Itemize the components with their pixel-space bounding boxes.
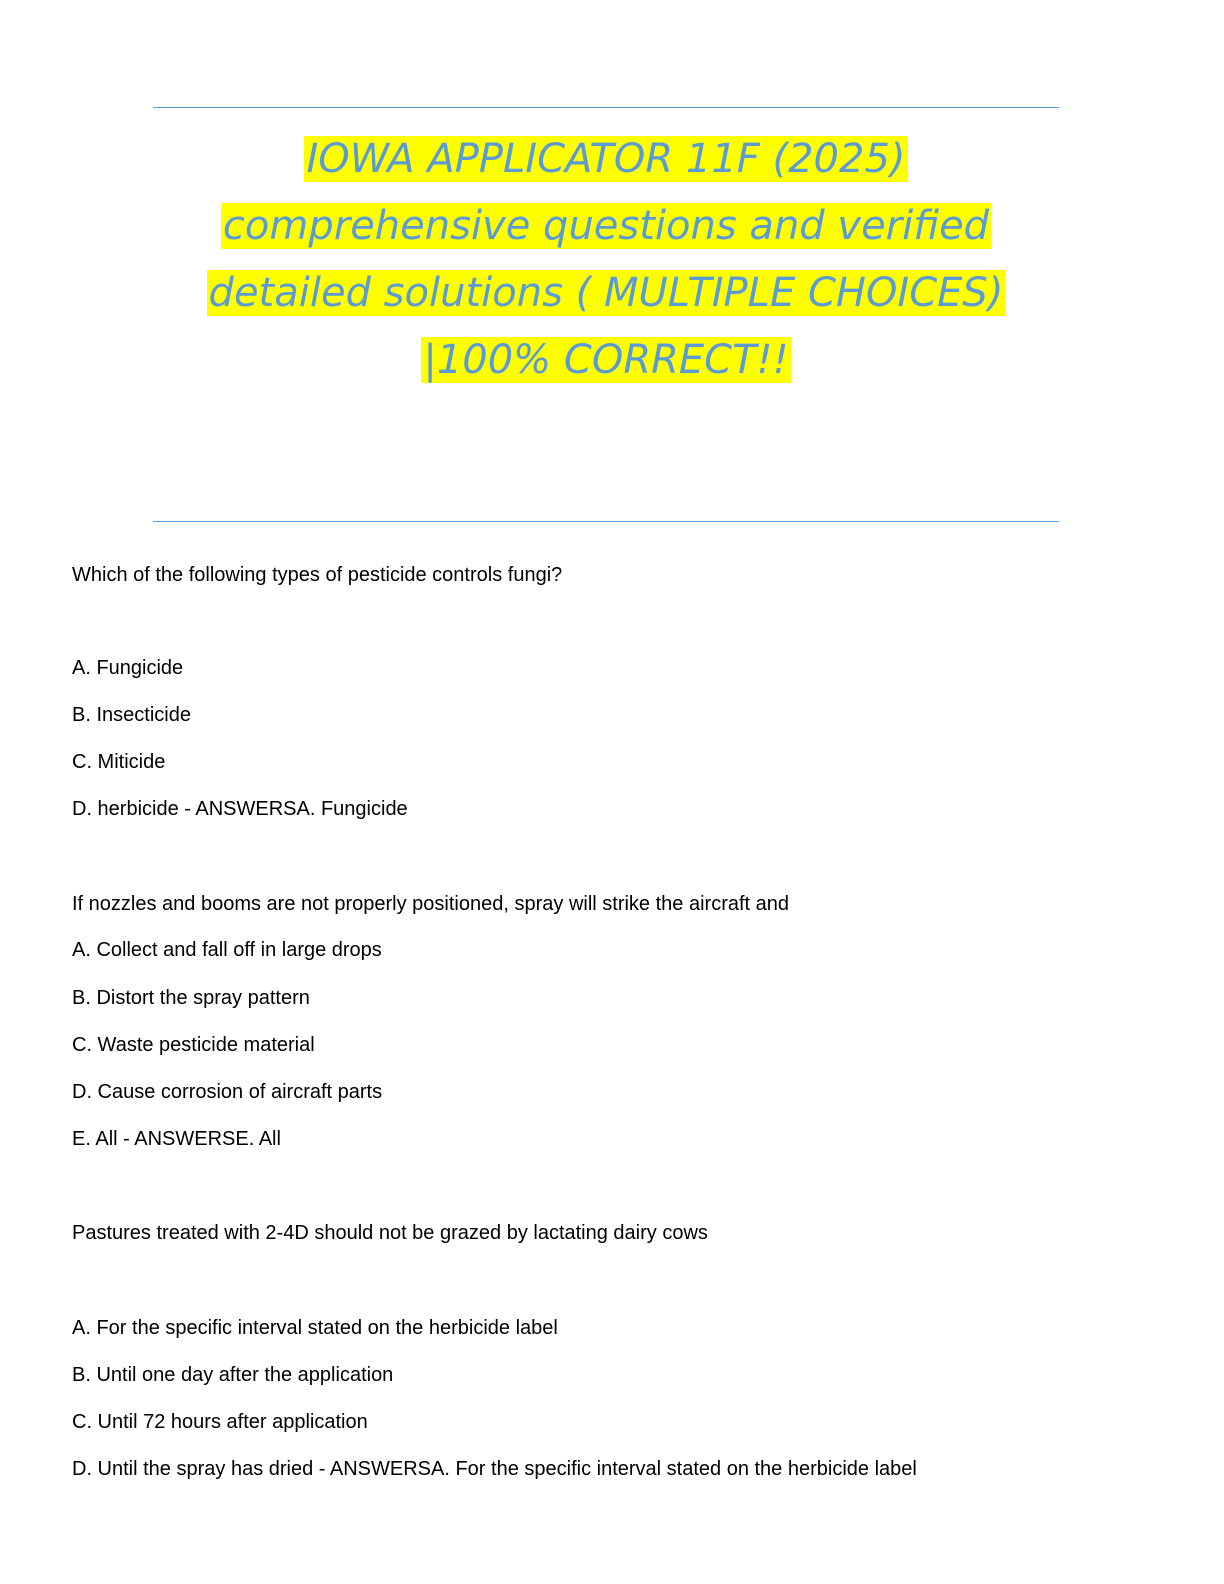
question-2-option-c: C. Waste pesticide material (72, 1034, 315, 1056)
question-1-option-b: B. Insecticide (72, 704, 191, 726)
document-title (153, 126, 1059, 394)
question-3-option-b: B. Until one day after the application (72, 1364, 394, 1386)
question-1-option-d-answer: D. herbicide - ANSWERSA. Fungicide (72, 798, 408, 820)
question-2-option-e-answer: E. All - ANSWERSE. All (72, 1128, 281, 1150)
question-3-prompt: Pastures treated with 2-4D should not be grazed by lactating dairy cows (72, 1222, 708, 1244)
title-line-4: |100% CORRECT!! (423, 337, 789, 383)
header-bottom-rule (153, 521, 1059, 522)
question-3-option-d-answer: D. Until the spray has dried - ANSWERSA. For the specific interval stated on the herbicide label (72, 1458, 917, 1480)
question-1-option-c: C. Miticide (72, 751, 166, 773)
question-3-option-a: A. For the specific interval stated on the herbicide label (72, 1317, 558, 1339)
question-2-prompt: If nozzles and booms are not properly positioned, spray will strike the aircraft and (72, 893, 790, 915)
title-line-2: comprehensive questions and verified (222, 203, 990, 249)
question-2-option-b: B. Distort the spray pattern (72, 987, 310, 1009)
question-2-option-a: A. Collect and fall off in large drops (72, 939, 382, 961)
question-3-option-c: C. Until 72 hours after application (72, 1411, 368, 1433)
question-1-option-a: A. Fungicide (72, 657, 184, 679)
header-top-rule (153, 107, 1059, 108)
question-1-prompt: Which of the following types of pesticide controls fungi? (72, 564, 563, 586)
title-line-3: detailed solutions ( MULTIPLE CHOICES) (208, 270, 1004, 316)
title-line-1: IOWA APPLICATOR 11F (2025) (306, 136, 906, 182)
question-2-option-d: D. Cause corrosion of aircraft parts (72, 1081, 383, 1103)
